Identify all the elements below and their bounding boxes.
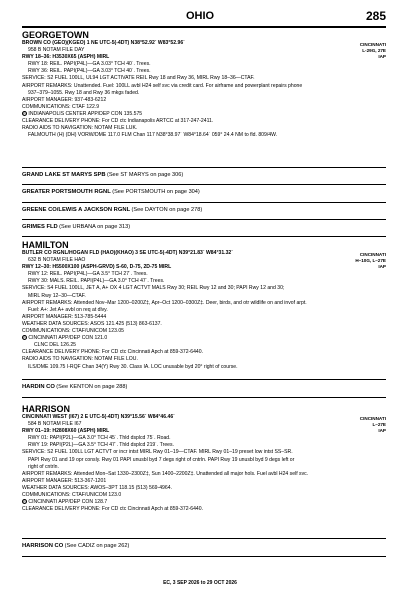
entry-line: RWY 30: MALS. REIL. PAPI(P4L)—GA 3.0° TCH 47´. Trees. [28,278,165,285]
entry-line: RWY 19: PAPI(P2L)—GA 3.5° TCH 47´. Thld dsplcd 219´. Trees. [28,442,174,449]
harrison-section [22,404,386,513]
entry-line: RWY 01: PAPI(P2L)—GA 3.0° TCH 45´. Thld dsplcd 75´. Road. [28,435,171,442]
entry-line: WEATHER DATA SOURCES: ASOS 121.425 (513) 863-6137. [22,320,162,327]
entry-line: 632 B NOTAM FILE HAO [28,257,86,264]
entry-line: CLNC DEL 126.25 [34,342,76,349]
airport-name: CINCINNATI WEST (I67) 2 E UTC-5(-4DT) N39°15.56´ W84°46.46´ [22,414,175,420]
entry-line: CINCINNATI APP/DEP CON 121.0 [28,335,108,342]
entry-line: ILS/DME 109.75 I-RQF Chan 34(Y) Rwy 30. Class IA. LOC unusable byd 20° right of course. [28,363,238,370]
entry-line: SERVICE: S2 FUEL 100LL, UL94 LGT ACTIVATE REIL Rwy 18 and Rwy 36, MIRL Rwy 18–36—CTAF. [22,75,255,82]
airport-name: BUTLER CO RGNL/HOGAN FLD (HAO)(KHAO) 3 SE UTC-5(-4DT) N39°21.83´ W84°31.32´ [22,250,233,256]
ref-see: (See ST MARYS on page 306) [106,172,184,178]
header-rule [22,26,386,28]
entry-line: PAPI Rwy 01 and 19 opr consly. Rwy 01 PAPI unusbl byd 7 degs right of cntrln. PAPI Rwy 19 unusbl byd 9 degs left or [28,456,295,463]
ref-name: GREATER PORTSMOUTH RGNL [22,189,111,195]
chart-refs [355,252,386,270]
entry-line: FALMOUTH (H) (DH) VORW/DME 117.0 FLM Chan 117 N38°38.97´ W84°18.64´ 059° 24.4 NM to fld. 809/4W. [28,132,278,139]
chart-ref: CINCINNATI [359,42,386,47]
footer-effective-dates: EC, 3 SEP 2026 to 29 OCT 2026 [163,580,237,586]
entry-line: AIRPORT REMARKS: Unattended. Fuel: 100LL avbl H24 self svc via credit card. For airframe and powerplant repairs phone [22,82,303,89]
city-heading: GEORGETOWN [22,30,89,40]
entry-line: CLEARANCE DELIVERY PHONE: For CD ctc Cincinnati Apch at 859-372-6440. [22,506,204,513]
city-heading: HARRISON [22,404,71,414]
divider [22,184,386,185]
entry-line: 958 B NOTAM FILE DAY [28,47,85,54]
divider [22,167,386,168]
chart-refs [360,42,386,60]
entry-line: RWY 36: REIL. PAPI(P4L)—GA 3.03° TCH 40´. Trees. [28,68,151,75]
radar-icon: R [23,112,26,117]
ref-name: HARRISON CO [22,543,64,549]
state-title: OHIO [185,10,215,22]
chart-refs [360,416,386,434]
divider [22,397,386,398]
entry-line: AIRPORT MANAGER: 937-483-6212 [22,96,107,103]
cross-ref [22,188,386,197]
entry-line: Fuel: A+: Jet A+ avbl on req at dlvy. [28,306,108,313]
chart-ref: IAP [378,428,386,433]
divider [22,219,386,220]
chart-ref: CINCINNATI [359,416,386,421]
ref-name: GRAND LAKE ST MARYS SPB [22,172,106,178]
ref-name: HARDIN CO [22,384,55,390]
ref-see: (See URBANA on page 313) [59,224,131,230]
entry-line: CINCINNATI APP/DEP CON 128.7 [28,499,108,506]
divider [22,556,386,557]
divider [22,236,386,237]
chart-ref: IAP [378,54,386,59]
radar-icon: R [23,500,26,505]
ref-name: GRIMES FLD [22,224,58,230]
entry-line: RWY 12–30: H5500X100 (ASPH-GRVD) S-60, D-75, 2D-75 MIRL [22,264,172,271]
entry-line: CLEARANCE DELIVERY PHONE: For CD ctc Indianapolis ARTCC at 317-247-2411. [22,118,214,125]
entry-line: AIRPORT MANAGER: 513-785-5444 [22,313,107,320]
entry-line: right of cntrln. [28,463,59,470]
airport-name: BROWN CO (GEO)(KGEO) 1 NE UTC-5(-4DT) N38°52.92´ W83°52.96´ [22,40,185,46]
entry-line: RWY 18: REIL. PAPI(P4L)—GA 3.03° TCH 40´. Trees. [28,61,151,68]
georgetown-section [22,30,386,139]
ref-see: (See KENTON on page 288) [56,384,128,390]
page-number: 285 [365,9,386,23]
entry-line: RWY 12: REIL. PAPI(P4L)—GA 3.5° TCH 27´. Trees. [28,271,148,278]
entry-line: SERVICE: S4 FUEL 100LL, JET A, A+ OX 4 LGT ACTVT MALS Rwy 30; REIL Rwy 12 and 30; PAPI Rwy 12 and 30; [22,285,285,292]
cross-ref [22,383,386,392]
chart-ref: H–10G, L–27E [355,258,386,263]
cross-ref [22,206,386,215]
divider [22,379,386,380]
entry-line: 584 B NOTAM FILE I67 [28,421,82,428]
ref-see: (See CADIZ on page 262) [64,543,130,549]
cross-ref [22,223,386,232]
city-heading: HAMILTON [22,240,69,250]
ref-name: GREENE CO/LEWIS A JACKSON RGNL [22,207,131,213]
entry-line: WEATHER DATA SOURCES: AWOS–3PT 118.15 (513) 569-4964. [22,484,172,491]
entry-line: RWY 18–36: H3530X65 (ASPH) MIRL [22,54,110,61]
ref-see: (See PORTSMOUTH on page 304) [112,189,200,195]
chart-ref: IAP [378,264,386,269]
entry-line: AIRPORT MANAGER: 513-367-1201 [22,477,107,484]
entry-line: AIRPORT REMARKS: Attended Nov–Mar 1200–0200Z‡, Apr–Oct 1200–0300Z‡. Deer, birds, and otr wildlife on and invof arpt. [22,299,307,306]
chart-ref: L–27E [372,422,386,427]
cross-ref [22,542,386,551]
entry-line: COMMUNICATIONS: CTAF 122.9 [22,103,100,110]
ref-see: (See DAYTON on page 278) [131,207,203,213]
page-header [0,8,400,26]
entry-line: RWY 01–19: H2808X60 (ASPH) MIRL [22,428,110,435]
entry-line: RADIO AIDS TO NAVIGATION: NOTAM FILE LUK. [22,125,138,132]
divider [22,538,386,539]
chart-ref: L-29G, 27E [362,48,386,53]
hamilton-section [22,240,386,371]
entry-line: COMMUNICATIONS: CTAF/UNICOM 123.0 [22,492,122,499]
entry-line: MIRL Rwy 12–30—CTAF. [28,292,86,299]
entry-line: COMMUNICATIONS: CTAF/UNICOM 123.05 [22,328,124,335]
divider [22,202,386,203]
entry-line: CLEARANCE DELIVERY PHONE: For CD ctc Cincinnati Apch at 859-372-6440. [22,349,204,356]
entry-line: SERVICE: S2 FUEL 100LL LGT ACTVT or incr intst MIRL Rwy 01–19—CTAF. MIRL Rwy 01–19 preset low intst SS–SR. [22,449,293,456]
cross-ref [22,171,386,180]
entry-line: RADIO AIDS TO NAVIGATION: NOTAM FILE LOU. [22,356,138,363]
chart-ref: CINCINNATI [359,252,386,257]
radar-icon: R [23,336,26,341]
entry-line: INDIANAPOLIS CENTER APP/DEP CON 135.575 [28,110,143,117]
entry-line: 937–379–1055. Rwy 18 and Rwy 36 mkgs faded. [28,89,140,96]
entry-line: AIRPORT REMARKS: Attended Mon–Sat 1330–2300Z‡, Sun 1400–2200Z‡. Unattended all major hols. Fuel avbl H24 self svc. [22,470,309,477]
